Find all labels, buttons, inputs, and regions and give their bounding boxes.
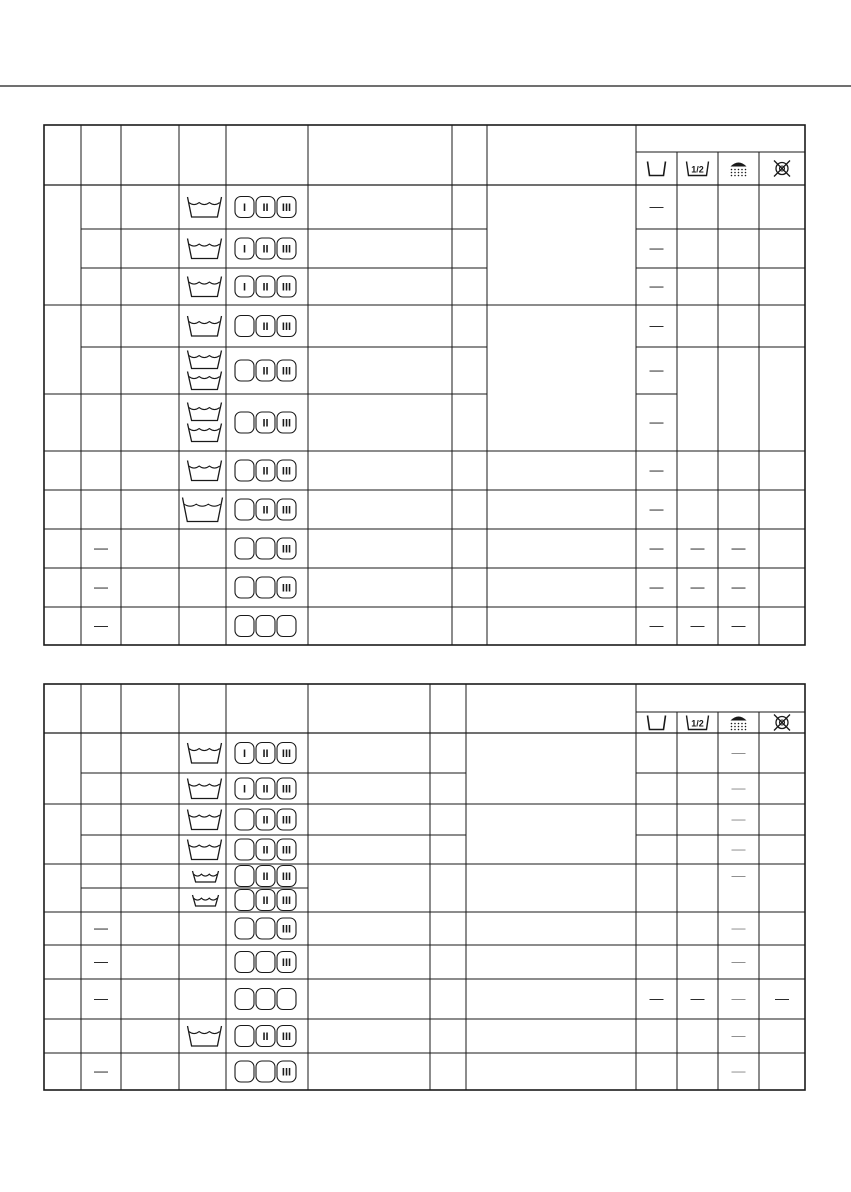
detergent-mark: II bbox=[262, 844, 269, 857]
table-row bbox=[188, 351, 664, 390]
detergent-mark: III bbox=[281, 895, 292, 907]
table-row bbox=[94, 1061, 746, 1082]
detergent-compartment bbox=[235, 890, 254, 911]
wash-tub-icon bbox=[183, 498, 223, 522]
detergent-compartment bbox=[235, 918, 254, 939]
detergent-mark: III bbox=[281, 783, 292, 796]
wash-tub-icon bbox=[188, 779, 222, 799]
option-mark: — bbox=[731, 953, 746, 969]
wash-tub-icon bbox=[188, 743, 222, 763]
detergent-mark: III bbox=[281, 504, 292, 517]
option-mark: — bbox=[649, 500, 664, 517]
detergent-mark: III bbox=[281, 202, 292, 214]
detergent-mark: III bbox=[281, 923, 292, 936]
option-mark: — bbox=[649, 361, 664, 378]
option-mark: — bbox=[649, 617, 664, 633]
row-dash: — bbox=[94, 578, 108, 595]
option-mark: — bbox=[731, 539, 746, 556]
option-mark: — bbox=[731, 1027, 746, 1043]
option-mark: — bbox=[690, 578, 705, 595]
detergent-mark: III bbox=[281, 543, 292, 556]
table-row bbox=[94, 918, 746, 939]
table-2 bbox=[44, 684, 805, 1090]
table-row bbox=[193, 890, 297, 911]
detergent-mark: III bbox=[281, 871, 292, 883]
detergent-mark: I bbox=[242, 202, 247, 214]
detergent-mark: II bbox=[262, 243, 269, 256]
detergent-compartments bbox=[235, 316, 296, 337]
detergent-mark: II bbox=[262, 417, 269, 430]
wash-tub-icon bbox=[188, 239, 222, 259]
wash-tub-icon bbox=[188, 461, 222, 481]
table-1 bbox=[44, 125, 805, 645]
detergent-mark: II bbox=[262, 783, 269, 796]
option-mark: — bbox=[731, 744, 746, 760]
detergent-compartments bbox=[235, 890, 296, 911]
detergent-mark: III bbox=[281, 814, 292, 827]
table-row bbox=[94, 616, 746, 637]
detergent-compartment bbox=[235, 989, 254, 1010]
option-mark: — bbox=[649, 277, 664, 294]
wash-tub-icon bbox=[188, 277, 222, 297]
half-load-icon bbox=[687, 162, 709, 176]
option-mark: — bbox=[649, 461, 664, 478]
detergent-compartments bbox=[235, 412, 296, 433]
option-mark: — bbox=[649, 539, 664, 556]
detergent-compartments bbox=[235, 918, 296, 939]
detergent-compartments bbox=[235, 276, 296, 297]
no-spin-icon bbox=[774, 715, 790, 731]
table-row bbox=[188, 460, 664, 481]
detergent-compartment bbox=[235, 460, 254, 481]
detergent-mark: II bbox=[262, 281, 269, 294]
detergent-compartment bbox=[235, 412, 254, 433]
detergent-mark: II bbox=[262, 871, 269, 883]
detergent-compartment bbox=[235, 866, 254, 887]
detergent-compartments bbox=[235, 778, 296, 799]
detergent-compartments bbox=[235, 809, 296, 830]
detergent-compartments bbox=[235, 1026, 296, 1047]
detergent-compartment bbox=[235, 616, 254, 637]
half-load-label: 1/2 bbox=[691, 718, 704, 729]
detergent-mark: III bbox=[281, 243, 292, 256]
table-row bbox=[183, 498, 664, 522]
half-load-icon bbox=[687, 716, 709, 730]
detergent-mark: I bbox=[242, 748, 247, 760]
option-mark: — bbox=[731, 1062, 746, 1079]
detergent-compartment bbox=[235, 499, 254, 520]
detergent-compartment bbox=[256, 538, 275, 559]
detergent-compartment bbox=[256, 616, 275, 637]
detergent-compartment bbox=[256, 1061, 275, 1082]
detergent-compartment bbox=[235, 1061, 254, 1082]
table-border bbox=[44, 125, 805, 645]
table-row bbox=[94, 989, 789, 1010]
option-mark: — bbox=[690, 539, 705, 556]
table-row bbox=[193, 866, 746, 887]
option-mark: — bbox=[731, 919, 746, 936]
option-mark: — bbox=[690, 617, 705, 633]
detergent-compartment bbox=[235, 577, 254, 598]
detergent-compartments bbox=[235, 743, 296, 764]
detergent-mark: III bbox=[281, 321, 292, 333]
wash-tub-icon bbox=[193, 895, 219, 906]
option-mark: — bbox=[731, 840, 746, 857]
detergent-compartments bbox=[235, 577, 296, 598]
detergent-mark: II bbox=[262, 465, 269, 478]
detergent-compartments bbox=[235, 839, 296, 860]
detergent-mark: I bbox=[242, 243, 247, 256]
detergent-mark: III bbox=[281, 844, 292, 857]
option-mark: — bbox=[690, 990, 705, 1006]
option-mark: — bbox=[731, 810, 746, 827]
detergent-compartment bbox=[235, 360, 254, 381]
detergent-compartment bbox=[277, 989, 296, 1010]
detergent-mark: III bbox=[281, 957, 292, 969]
detergent-mark: III bbox=[281, 1031, 292, 1043]
option-mark: — bbox=[649, 239, 664, 256]
table-row bbox=[188, 316, 664, 337]
wash-tub-icon bbox=[188, 810, 222, 830]
wash-tub-icon bbox=[188, 840, 222, 860]
basin-icon bbox=[648, 162, 666, 176]
table-border bbox=[44, 684, 805, 1090]
table-row bbox=[94, 952, 746, 973]
option-mark: — bbox=[731, 578, 746, 595]
detergent-mark: III bbox=[281, 417, 292, 430]
detergent-mark: III bbox=[281, 281, 292, 294]
detergent-compartments bbox=[235, 1061, 296, 1082]
detergent-compartment bbox=[256, 577, 275, 598]
detergent-compartment bbox=[235, 316, 254, 337]
detergent-compartments bbox=[235, 989, 296, 1010]
detergent-mark: II bbox=[262, 321, 269, 333]
detergent-mark: II bbox=[262, 504, 269, 517]
detergent-mark: II bbox=[262, 814, 269, 827]
option-mark: — bbox=[649, 198, 664, 214]
wash-tub-icon bbox=[188, 197, 222, 217]
table-row bbox=[188, 238, 664, 259]
row-dash: — bbox=[94, 990, 108, 1006]
detergent-mark: II bbox=[262, 365, 269, 378]
detergent-mark: III bbox=[281, 365, 292, 378]
half-load-label: 1/2 bbox=[691, 164, 704, 175]
detergent-mark: II bbox=[262, 1031, 269, 1043]
table-row bbox=[94, 577, 746, 598]
option-mark: — bbox=[731, 617, 746, 633]
detergent-compartments bbox=[235, 616, 296, 637]
row-dash: — bbox=[94, 539, 108, 556]
detergent-mark: III bbox=[281, 748, 292, 760]
wash-tub-icon bbox=[188, 372, 222, 390]
option-mark: — bbox=[731, 779, 746, 796]
option-mark: — bbox=[649, 990, 664, 1006]
wash-tub-icon bbox=[188, 424, 222, 442]
table-row bbox=[188, 403, 664, 442]
no-spin-icon bbox=[774, 161, 790, 177]
row-dash: — bbox=[94, 919, 108, 936]
row-dash: — bbox=[94, 617, 108, 633]
detergent-compartments bbox=[235, 238, 296, 259]
detergent-compartment bbox=[235, 1026, 254, 1047]
detergent-compartments bbox=[235, 499, 296, 520]
detergent-compartments bbox=[235, 360, 296, 381]
option-mark: — bbox=[649, 317, 664, 333]
detergent-compartments bbox=[235, 538, 296, 559]
detergent-compartment bbox=[256, 989, 275, 1010]
detergent-compartment bbox=[277, 616, 296, 637]
detergent-mark: II bbox=[262, 748, 269, 760]
option-mark: — bbox=[775, 990, 789, 1006]
detergent-compartments bbox=[235, 866, 296, 887]
detergent-mark: II bbox=[262, 202, 269, 214]
detergent-mark: III bbox=[281, 1066, 292, 1079]
detergent-mark: II bbox=[262, 895, 269, 907]
option-mark: — bbox=[649, 578, 664, 595]
basin-icon bbox=[648, 716, 666, 730]
table-row bbox=[94, 538, 746, 559]
option-mark: — bbox=[649, 413, 664, 430]
wash-tub-icon bbox=[188, 351, 222, 369]
option-mark: — bbox=[731, 990, 746, 1006]
wash-tub-icon bbox=[188, 403, 222, 421]
row-dash: — bbox=[94, 1062, 108, 1079]
table-row bbox=[188, 276, 664, 297]
detergent-compartments bbox=[235, 460, 296, 481]
option-mark: — bbox=[731, 867, 746, 883]
wash-tub-icon bbox=[188, 1026, 222, 1046]
wash-tub-icon bbox=[193, 871, 219, 882]
rinse-icon bbox=[731, 163, 747, 177]
detergent-compartment bbox=[235, 538, 254, 559]
table-row bbox=[188, 197, 664, 218]
detergent-compartment bbox=[235, 839, 254, 860]
detergent-compartments bbox=[235, 197, 296, 218]
row-dash: — bbox=[94, 953, 108, 969]
detergent-compartments bbox=[235, 952, 296, 973]
detergent-compartment bbox=[235, 809, 254, 830]
detergent-compartment bbox=[256, 918, 275, 939]
detergent-mark: I bbox=[242, 783, 247, 796]
detergent-mark: III bbox=[281, 582, 292, 595]
detergent-compartment bbox=[235, 952, 254, 973]
detergent-compartment bbox=[256, 952, 275, 973]
wash-tub-icon bbox=[188, 316, 222, 336]
detergent-mark: I bbox=[242, 281, 247, 294]
detergent-mark: III bbox=[281, 465, 292, 478]
rinse-icon bbox=[731, 717, 747, 731]
